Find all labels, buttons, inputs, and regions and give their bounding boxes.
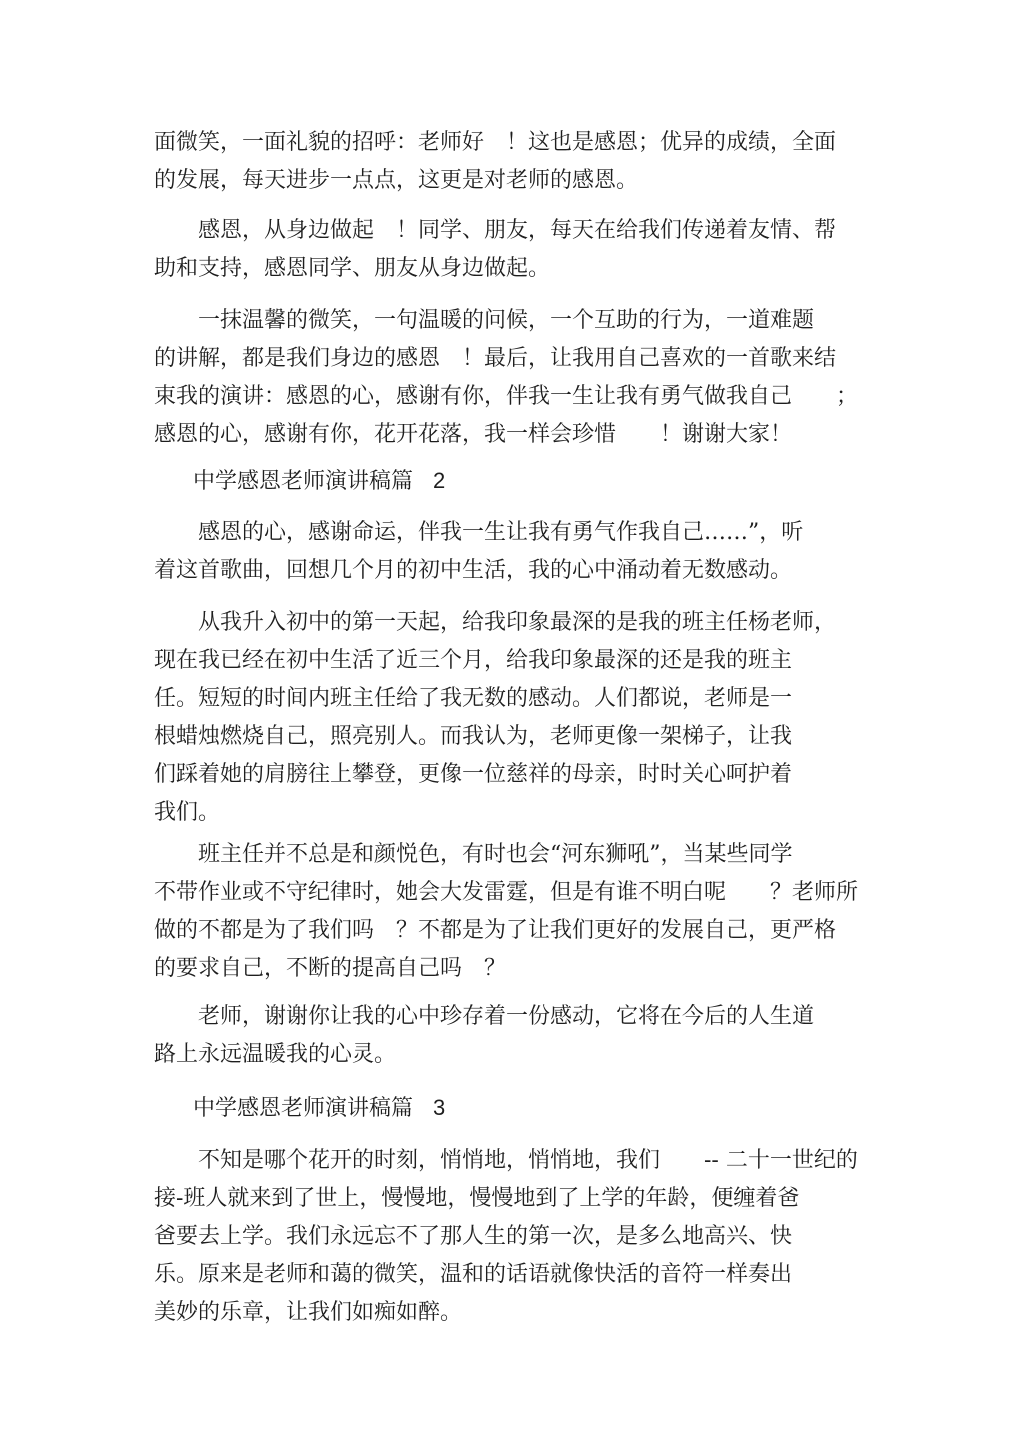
- paragraph-2: [154, 212, 874, 288]
- text-line: 爸要去上学。我们永远忘不了那人生的第一次，是多么地高兴、快: [154, 1224, 793, 1249]
- section-heading-3: [193, 1089, 445, 1128]
- text-line: 感恩的心，感谢有你，花开花落，我一样会珍惜 ！谢谢大家！: [154, 422, 793, 447]
- text-line: 任。短短的时间内班主任给了我无数的感动。人们都说，老师是一: [154, 686, 793, 711]
- heading-text: 中学感恩老师演讲稿篇: [193, 469, 414, 494]
- text-line: 不知是哪个花开的时刻，悄悄地，悄悄地，我们 -- 二十一世纪的: [154, 1148, 858, 1173]
- text-line: 班主任并不总是和颜悦色，有时也会“河东狮吼”，当某些同学: [154, 842, 793, 867]
- text-line: 一抹温馨的微笑，一句温暖的问候，一个互助的行为，一道难题: [154, 308, 815, 333]
- text-line: 现在我已经在初中生活了近三个月，给我印象最深的还是我的班主: [154, 648, 793, 673]
- text-line: 接-班人就来到了世上，慢慢地，慢慢地到了上学的年龄，便缠着爸: [154, 1186, 800, 1211]
- text-line: 从我升入初中的第一天起，给我印象最深的是我的班主任杨老师，: [154, 610, 837, 635]
- paragraph-1: [154, 124, 874, 200]
- text-line: 面微笑，一面礼貌的招呼：老师好 ！这也是感恩；优异的成绩，全面: [154, 130, 837, 155]
- paragraph-8: [154, 1142, 874, 1332]
- text-line: 感恩，从身边做起 ！同学、朋友，每天在给我们传递着友情、帮: [154, 218, 837, 243]
- paragraph-7: [154, 998, 874, 1074]
- heading-number: 2: [433, 468, 446, 493]
- text-line: 感恩的心，感谢命运，伴我一生让我有勇气作我自己……”，听: [154, 520, 804, 545]
- text-line: 老师，谢谢你让我的心中珍存着一份感动，它将在今后的人生道: [154, 1004, 815, 1029]
- text-line: 束我的演讲：感恩的心，感谢有你，伴我一生让我有勇气做我自己 ；: [154, 384, 859, 409]
- heading-text: 中学感恩老师演讲稿篇: [193, 1096, 414, 1121]
- paragraph-6: [154, 836, 874, 988]
- text-line: 着这首歌曲，回想几个月的初中生活，我的心中涌动着无数感动。: [154, 558, 793, 583]
- text-line: 美妙的乐章，让我们如痴如醉。: [154, 1300, 463, 1325]
- paragraph-4: [154, 514, 874, 590]
- paragraph-3: [154, 302, 874, 454]
- text-line: 我们。: [154, 800, 221, 825]
- section-heading-2: [193, 462, 445, 501]
- text-line: 们踩着她的肩膀往上攀登，更像一位慈祥的母亲，时时关心呵护着: [154, 762, 793, 787]
- text-line: 的发展，每天进步一点点，这更是对老师的感恩。: [154, 168, 639, 193]
- text-line: 助和支持，感恩同学、朋友从身边做起。: [154, 256, 551, 281]
- text-line: 根蜡烛燃烧自己，照亮别人。而我认为，老师更像一架梯子，让我: [154, 724, 793, 749]
- text-line: 不带作业或不守纪律时，她会大发雷霆，但是有谁不明白呢 ？老师所: [154, 880, 859, 905]
- text-line: 乐。原来是老师和蔼的微笑，温和的话语就像快活的音符一样奏出: [154, 1262, 793, 1287]
- paragraph-5: [154, 604, 874, 832]
- text-line: 做的不都是为了我们吗 ？不都是为了让我们更好的发展自己，更严格: [154, 918, 837, 943]
- text-line: 的讲解，都是我们身边的感恩 ！最后，让我用自己喜欢的一首歌来结: [154, 346, 837, 371]
- text-line: 路上永远温暖我的心灵。: [154, 1042, 397, 1067]
- heading-number: 3: [433, 1095, 446, 1120]
- text-line: 的要求自己，不断的提高自己吗 ？: [154, 956, 507, 981]
